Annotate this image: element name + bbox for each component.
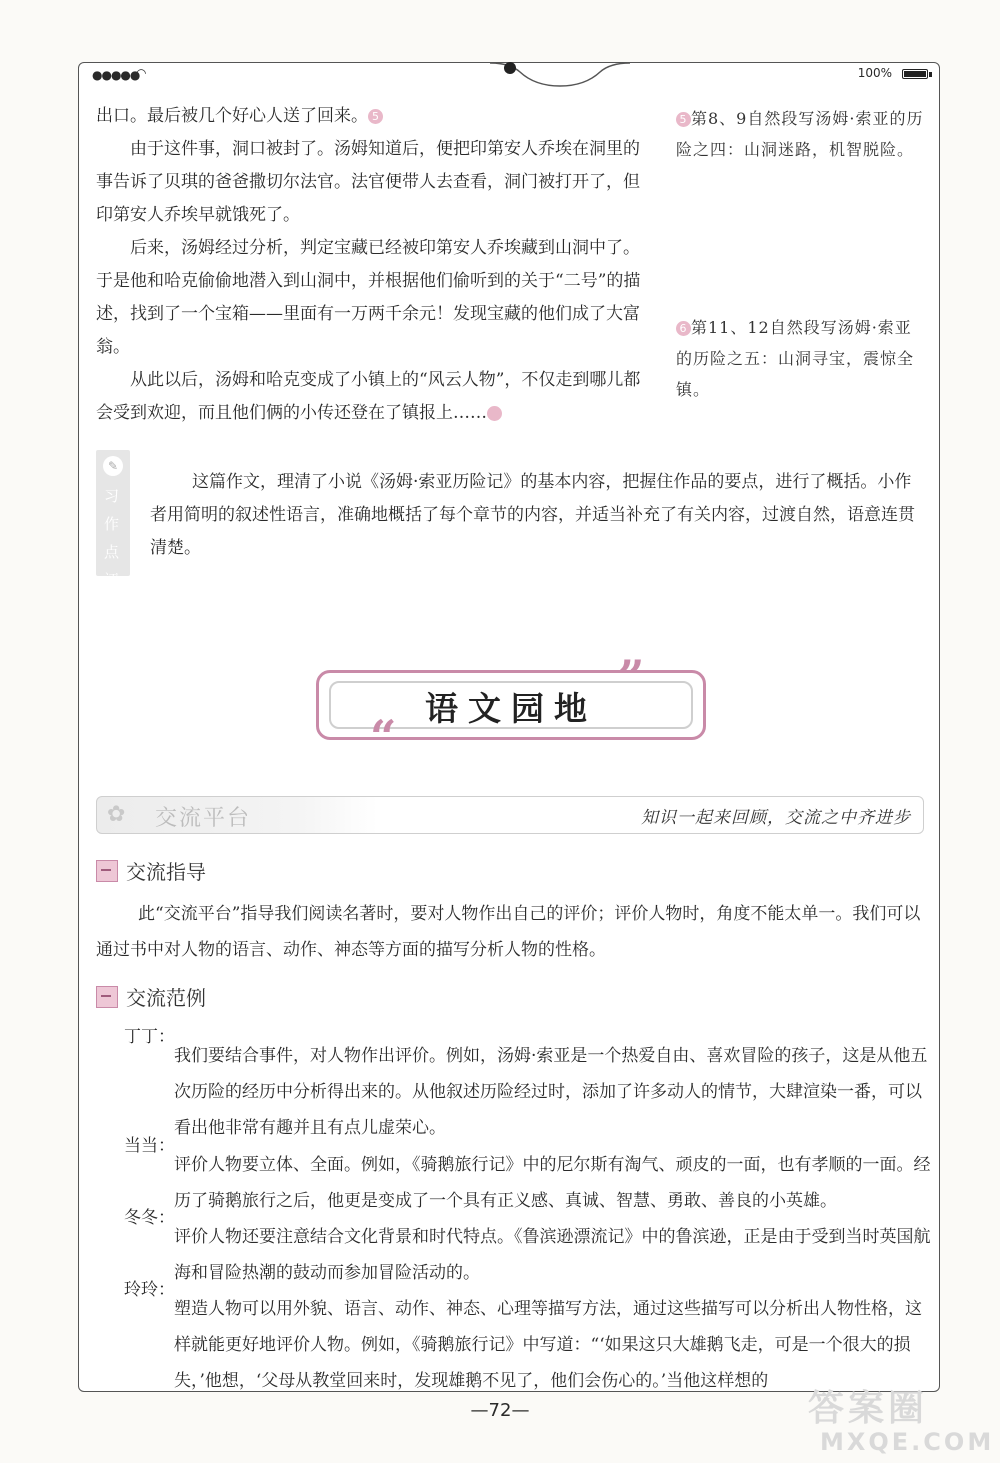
section-slogan: 知识一起来回顾，交流之中齐进步 <box>641 808 911 828</box>
section-bar <box>96 796 924 834</box>
guide-heading: 交流指导 <box>96 856 206 885</box>
camera-icon <box>504 62 516 74</box>
watermark-line1: 答案圈 <box>808 1388 929 1429</box>
section-banner <box>312 650 714 764</box>
article-paragraph: 出口。最后被几个好心人送了回来。 5 <box>96 100 644 133</box>
side-note: 5 第8、9自然段写汤姆·索亚的历险之四：山洞迷路，机智脱险。 <box>676 109 924 159</box>
status-bar <box>78 62 940 92</box>
watermark-line2: MXQE.COM <box>820 1428 995 1456</box>
note-marker: 5 <box>676 112 691 127</box>
article-paragraph: 后来，汤姆经过分析，判定宝藏已经被印第安人乔埃藏到山洞中了。于是他和哈克偷偷地潜入到山洞中，并根据他们偷听到的关于“二号”的描述，找到了一个宝箱——里面有一万两千余元！发现宝藏的他们成了大富翁。 <box>96 238 641 357</box>
note-marker: 5 <box>368 109 383 124</box>
article-paragraph: 由于这件事，洞口被封了。汤姆知道后，便把印第安人乔埃在洞里的事告诉了贝琪的爸爸撒切尔法官。法官便带人去查看，洞门被打开了，但印第安人乔埃早就饿死了。 <box>96 139 640 225</box>
article-paragraph: 从此以后，汤姆和哈克变成了小镇上的“风云人物”，不仅走到哪儿都会受到欢迎，而且他们俩的小传还登在了镇报上…… 6 <box>96 370 641 423</box>
examples-heading: 交流范例 <box>96 982 206 1011</box>
speaker-label: 玲玲： <box>124 1280 175 1300</box>
heading-icon <box>96 860 118 882</box>
example-text: 塑造人物可以用外貌、语言、动作、神态、心理等描写方法，通过这些描写可以分析出人物性格，这样就能更好地评价人物。例如，《骑鹅旅行记》中写道：“‘如果这只大雄鹅飞走，可是一个很大的损失，’他想，‘父母从教堂回来时，发现雄鹅不见了，他们会伤心的。’当他这样想的 <box>174 1299 922 1391</box>
banner-title: 语文园地 <box>425 689 597 728</box>
comment-text: 这篇作文，理清了小说《汤姆·索亚历险记》的基本内容，把握住作品的要点，进行了概括。小作者用简明的叙述性语言，准确地概括了每个章节的内容，并适当补充了有关内容，过渡自然，语意连贯清楚。 <box>150 472 915 558</box>
heading-icon <box>96 986 118 1008</box>
page-number: —72— <box>470 1400 530 1421</box>
example-text: 评价人物还要注意结合文化背景和时代特点。《鲁滨逊漂流记》中的鲁滨逊，正是由于受到当时英国航海和冒险热潮的鼓动而参加冒险活动的。 <box>174 1227 931 1283</box>
speaker-label: 当当： <box>124 1136 175 1156</box>
flower-icon: ✿ <box>107 802 126 827</box>
section-title: 交流平台 <box>155 806 252 831</box>
signal-icon: ●●●●● <box>92 68 140 82</box>
speaker-label: 丁丁： <box>124 1027 175 1047</box>
comment-tab <box>96 450 130 589</box>
close-quote-icon: ” <box>618 650 645 704</box>
open-quote-icon: “ <box>370 710 397 764</box>
side-note: 6 第11、12自然段写汤姆·索亚的历险之五：山洞寻宝，震惊全镇。 <box>676 318 915 399</box>
battery-percent: 100% <box>857 66 892 80</box>
example-text: 我们要结合事件，对人物作出评价。例如，汤姆·索亚是一个热爱自由、喜欢冒险的孩子，这是从他五次历险的经历中分析得出来的。从他叙述历险经过时，添加了许多动人的情节，大肆渲染一番，可以看出他非常有趣并且有点儿虚荣心。 <box>174 1046 928 1138</box>
wifi-icon: ◠ <box>136 66 147 80</box>
battery-icon <box>902 69 928 79</box>
guide-text: 此“交流平台”指导我们阅读名著时，要对人物作出自己的评价；评价人物时，角度不能太单一。我们可以通过书中对人物的语言、动作、神态等方面的描写分析人物的性格。 <box>96 904 921 960</box>
pencil-icon: ✎ <box>103 456 123 476</box>
speaker-label: 冬冬： <box>124 1208 175 1228</box>
note-marker: 6 <box>676 321 691 336</box>
watermark <box>808 1380 995 1460</box>
example-text: 评价人物要立体、全面。例如，《骑鹅旅行记》中的尼尔斯有淘气、顽皮的一面，也有孝顺的一面。经历了骑鹅旅行之后，他更是变成了一个具有正义感、真诚、智慧、勇敢、善良的小英雄。 <box>174 1155 931 1211</box>
note-marker: 6 <box>487 406 502 421</box>
battery-tip <box>929 72 932 77</box>
comment-tab-label: 习作点评 <box>104 487 120 589</box>
